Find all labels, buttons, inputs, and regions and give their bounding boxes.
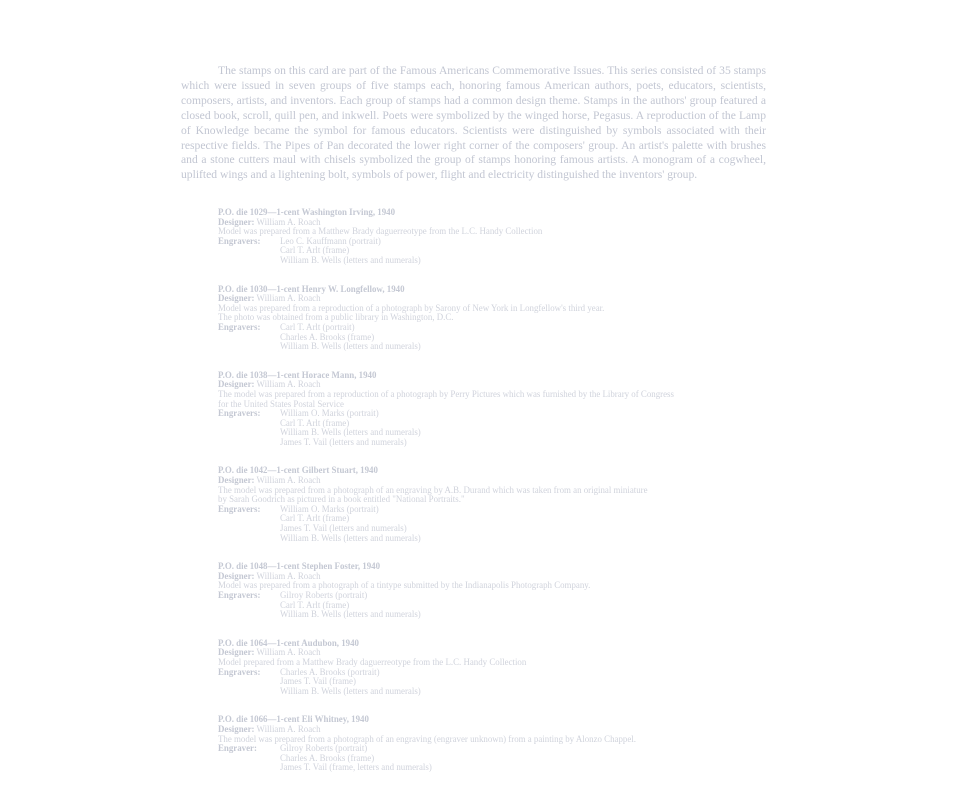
engraver-item: Charles A. Brooks (frame): [280, 331, 375, 342]
die-entry: [218, 562, 738, 620]
engravers-row: [218, 237, 738, 266]
entry-title: P.O. die 1042—1-cent Gilbert Stuart, 1940: [218, 465, 378, 476]
model-note: The model was prepared from a reproduction of a photograph by Perry Pictures which was furnished by the Library of Congress: [218, 388, 674, 399]
engraver-item: Carl T. Arlt (frame): [280, 513, 350, 524]
designer-label: Designer:: [218, 723, 255, 734]
engraver-item: James T. Vail (frame): [280, 676, 356, 687]
designer-label: Designer:: [218, 475, 255, 486]
designer-name: William A. Roach: [256, 570, 321, 581]
engravers-label: Engravers:: [218, 321, 261, 332]
engravers-row: [218, 668, 738, 697]
engraver-item: James T. Vail (letters and numerals): [280, 436, 407, 447]
designer-name: William A. Roach: [256, 216, 321, 227]
die-entry: [218, 715, 738, 773]
engraver-item: William B. Wells (letters and numerals): [280, 254, 421, 265]
engravers-label: Engravers:: [218, 235, 261, 246]
engraver-item: William B. Wells (letters and numerals): [280, 427, 421, 438]
engraver-item: William B. Wells (letters and numerals): [280, 341, 421, 352]
engraver-item: Gilroy Roberts (portrait): [280, 590, 368, 600]
engravers-list: [280, 237, 421, 266]
engraver-item: Carl T. Arlt (frame): [280, 245, 350, 256]
designer-label: Designer:: [218, 293, 255, 304]
designer-name: William A. Roach: [256, 379, 321, 390]
engravers-list: [280, 744, 432, 773]
model-note: The model was prepared from a photograph of an engraving (engraver unknown) from a painting by Alonzo Chappel.: [218, 733, 636, 744]
engraver-item: Carl T. Arlt (portrait): [280, 321, 355, 332]
engravers-row: [218, 744, 738, 773]
model-note: Model was prepared from a reproduction of a photograph by Sarony of New York in Longfellow's third year.: [218, 302, 605, 313]
engravers-row: [218, 323, 738, 352]
model-note: by Sarah Goodrich as pictured in a book entitled "National Portraits.": [218, 494, 465, 505]
engravers-row: [218, 505, 738, 543]
engraver-item: William B. Wells (letters and numerals): [280, 532, 421, 543]
engraver-item: Carl T. Arlt (frame): [280, 599, 350, 610]
engravers-list: [280, 505, 421, 543]
entry-title: P.O. die 1048—1-cent Stephen Foster, 1940: [218, 561, 381, 572]
designer-name: William A. Roach: [256, 647, 321, 658]
die-entry: [218, 639, 738, 697]
engraver-item: Carl T. Arlt (frame): [280, 417, 350, 428]
die-entry: [218, 285, 738, 352]
engraver-item: Leo C. Kauffmann (portrait): [280, 235, 381, 246]
model-note: for the United States Postal Service: [218, 398, 344, 409]
engraver-item: Charles A. Brooks (portrait): [280, 666, 380, 677]
intro-paragraph: The stamps on this card are part of the Famous Americans Commemorative Issues. This series consisted of 35 stamps which were issued in seven groups of five stamps each, honoring famous American authors, poets, educators, scientists, composers, artists, and inventors. Each group of stamps had a common design theme. Stamps in the authors' group featured a closed book, scroll, quill pen, and inkwell. Poets were symbolized by the winged horse, Pegasus. A reproduction of the Lamp of Knowledge became the symbol for famous educators. Scientists were distinguished by symbols associated with their respective fields. The Pipes of Pan decorated the lower right corner of the composers' group. An artist's palette with brushes and a stone cutters maul with chisels symbolized the group of stamps honoring famous artists. A monogram of a cogwheel, uplifted wings and a lightening bolt, symbols of power, flight and electricity distinguished the inventors' group.: [181, 64, 766, 182]
entry-title: P.O. die 1066—1-cent Eli Whitney, 1940: [218, 714, 369, 725]
engraver-item: James T. Vail (letters and numerals): [280, 523, 407, 534]
engravers-label: Engravers:: [218, 666, 261, 677]
model-note: The photo was obtained from a public library in Washington, D.C.: [218, 312, 454, 323]
entry-title: P.O. die 1030—1-cent Henry W. Longfellow, 1940: [218, 283, 405, 294]
engravers-row: [218, 409, 738, 447]
engraver-item: William B. Wells (letters and numerals): [280, 609, 421, 620]
engravers-label: Engravers:: [218, 408, 261, 419]
engravers-label: Engravers:: [218, 503, 261, 514]
engraver-item: Charles A. Brooks (frame): [280, 752, 375, 763]
entry-title: P.O. die 1038—1-cent Horace Mann, 1940: [218, 369, 377, 380]
model-note: Model prepared from a Matthew Brady daguerreotype from the L.C. Handy Collection: [218, 656, 527, 667]
model-note: The model was prepared from a photograph of an engraving by A.B. Durand which was taken from an original miniature: [218, 484, 648, 495]
engravers-label: Engraver:: [218, 743, 257, 754]
designer-label: Designer:: [218, 379, 255, 390]
engravers-list: [280, 591, 421, 620]
engraver-item: William O. Marks (portrait): [280, 408, 379, 419]
entry-title: P.O. die 1064—1-cent Audubon, 1940: [218, 637, 359, 648]
designer-label: Designer:: [218, 216, 255, 227]
engravers-list: [280, 409, 421, 447]
engraver-item: Gilroy Roberts (portrait): [280, 743, 368, 754]
designer-name: William A. Roach: [256, 475, 321, 486]
designer-name: William A. Roach: [256, 723, 321, 734]
die-entries-list: [218, 208, 738, 792]
engraver-item: William B. Wells (letters and numerals): [280, 685, 421, 696]
engravers-label: Engravers:: [218, 590, 261, 600]
engraver-item: James T. Vail (frame, letters and numerals): [280, 762, 432, 773]
designer-label: Designer:: [218, 570, 255, 581]
die-entry: [218, 371, 738, 448]
engraver-item: William O. Marks (portrait): [280, 503, 379, 514]
engravers-list: [280, 323, 421, 352]
model-note: Model was prepared from a photograph of a tintype submitted by the Indianapolis Photograph Company.: [218, 580, 591, 591]
entry-title: P.O. die 1029—1-cent Washington Irving, 1940: [218, 207, 396, 217]
die-entry: [218, 466, 738, 543]
model-note: Model was prepared from a Matthew Brady daguerreotype from the L.C. Handy Collection: [218, 226, 543, 237]
engravers-list: [280, 668, 421, 697]
die-entry: [218, 208, 738, 266]
designer-name: William A. Roach: [256, 293, 321, 304]
designer-label: Designer:: [218, 647, 255, 658]
engravers-row: [218, 591, 738, 620]
